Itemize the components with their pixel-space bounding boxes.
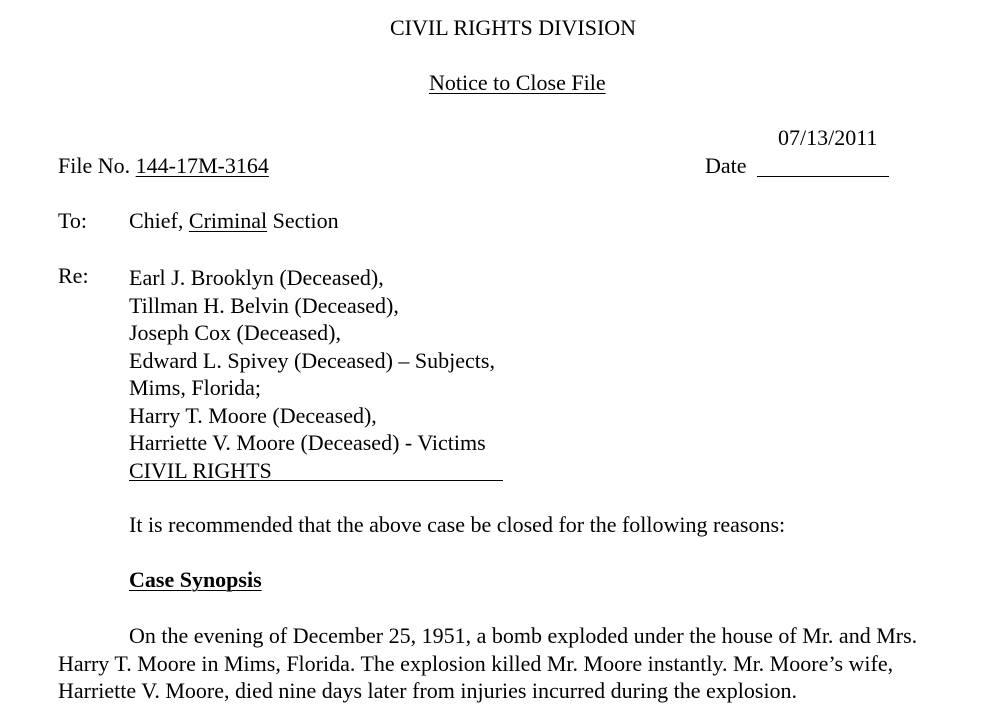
re-line: Joseph Cox (Deceased),	[129, 320, 341, 345]
date-value: 07/13/2011	[778, 125, 878, 150]
classification-underline	[129, 480, 503, 481]
re-line: Tillman H. Belvin (Deceased),	[129, 292, 399, 318]
re-line: Edward L. Spivey (Deceased) – Subjects,	[129, 347, 495, 373]
to-recipient	[129, 210, 339, 232]
re-classification: CIVIL RIGHTS	[129, 457, 272, 483]
recommendation-text: It is recommended that the above case be closed for the following reasons:	[129, 512, 786, 537]
re-line: Harriette V. Moore (Deceased) - Victims	[129, 430, 486, 455]
synopsis-line: Harry T. Moore in Mims, Florida. The explosion killed Mr. Moore instantly. Mr. Moore’s wife,	[58, 650, 894, 676]
file-number: 144-17M-3164	[135, 153, 269, 178]
synopsis-line: Harriette V. Moore, died nine days later from injuries incurred during the explosion.	[58, 678, 798, 703]
to-suffix: Section	[267, 208, 339, 233]
re-line: Mims, Florida;	[129, 375, 262, 400]
re-line: Earl J. Brooklyn (Deceased),	[129, 265, 384, 290]
synopsis-line: On the evening of December 25, 1951, a bomb exploded under the house of Mr. and Mrs.	[129, 623, 918, 648]
re-subject-list	[129, 264, 495, 484]
synopsis-heading: Case Synopsis	[129, 567, 262, 592]
file-number-label: File No.	[58, 153, 131, 178]
date-underline	[757, 176, 889, 177]
synopsis-paragraph	[58, 622, 998, 705]
file-number-row	[58, 155, 269, 177]
to-label: To:	[58, 208, 88, 233]
re-line: Harry T. Moore (Deceased),	[129, 402, 377, 428]
re-label: Re:	[58, 263, 89, 288]
division-title: CIVIL RIGHTS DIVISION	[390, 15, 637, 40]
to-section-name: Criminal	[188, 208, 268, 233]
notice-title: Notice to Close File	[429, 70, 606, 95]
to-prefix: Chief,	[129, 208, 189, 233]
date-label: Date	[705, 153, 747, 178]
